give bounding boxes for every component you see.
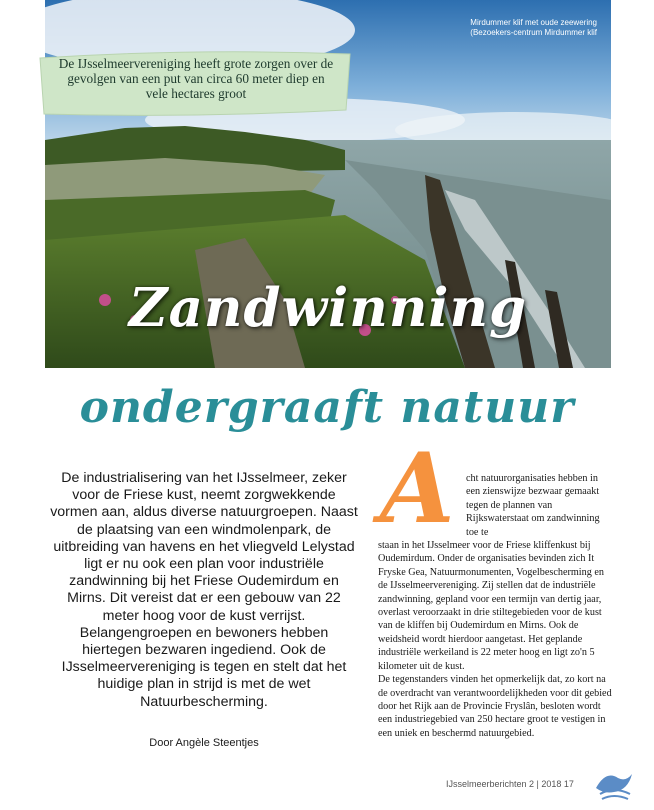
drop-cap: A bbox=[380, 432, 455, 545]
article-para-1: staan in het IJsselmeer voor de Friese kliffenkust bij Oudemirdum. Onder de organisaties bevinden zich It Fryske Gea, Natuurmonumenten, Vogelbescherming en de IJsselmeervereniging. Zij stellen dat de industriële zandwinning, gepland voor een termijn van dertig jaar, overlast veroorzaakt in drie stiltegebieden voor de kust van de kliffen bij Oudemirdum en Mirns. Ook de weidsheid wordt hierdoor aangetast. Het geplande industriële werkeiland is 22 meter hoog en ligt zo'n 5 kilometer uit de kust. bbox=[378, 540, 604, 672]
photo-caption: Mirdummer klif met oude zeewering (Bezoekers-centrum Mirdummer klif bbox=[470, 18, 597, 37]
byline: Door Angèle Steentjes bbox=[149, 737, 259, 749]
page-footer: IJsselmeerberichten 2 | 2018 17 bbox=[446, 779, 574, 789]
title-sub: ondergraaft natuur bbox=[79, 382, 575, 433]
article-body bbox=[378, 472, 612, 740]
callout-banner bbox=[36, 48, 354, 118]
title-main: Zandwinning bbox=[128, 277, 528, 339]
intro-text: De industrialisering van het IJsselmeer, zeker voor de Friese kust, neemt zorgwekkende vormen aan, aldus diverse natuurgroepen. Naast de plaatsing van een windmolenpark, de uitbreiding van havens en het vliegveld Lelystad ligt er nu ook een plan voor industriële zandwinning bij het Friese Oudemirdum en Mirns. Dit vereist dat er een gebouw van 22 meter hoog voor de kust verrijst. Belangengroepen en bewoners hebben hiertegen bezwaren ingediend. Ook de IJsselmeervereniging is tegen en stelt dat het huidige plan in strijd is met de wet Natuurbescherming. bbox=[50, 470, 358, 710]
article-para-1-wrapped: cht natuurorganisaties hebben in een zienswijze bezwaar gemaakt tegen de plannen van Rijkswaterstaat om zandwinning toe te bbox=[466, 473, 600, 538]
ijsselmeer-logo-icon bbox=[594, 766, 634, 807]
article-para-2: De tegenstanders vinden het opmerkelijk dat, zo kort na de overdracht van verantwoordelijkheden voor dit gebied door het Rijk aan de Provincie Fryslân, besloten wordt een industriegebied van 250 hectare groot te vestigen in een uniek en beschermd natuurgebied. bbox=[378, 674, 612, 739]
callout-text: De IJsselmeervereniging heeft grote zorgen over de gevolgen van een put van circa 60 meter diep en vele hectares groot bbox=[58, 56, 334, 101]
